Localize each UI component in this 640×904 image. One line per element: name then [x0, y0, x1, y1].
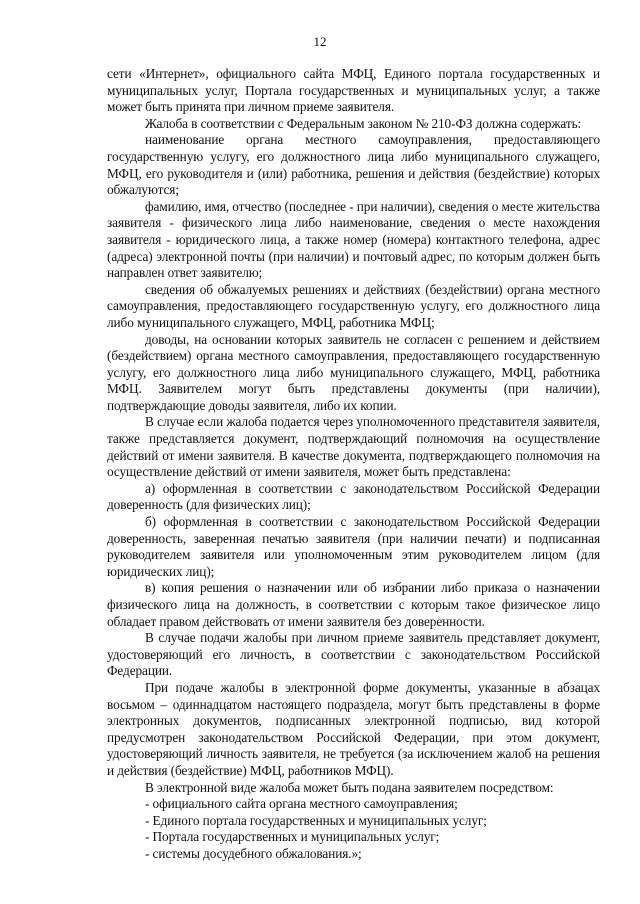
list-item-official-site: - официального сайта органа местного самоуправления; — [145, 796, 458, 812]
paragraph-12: При подаче жалобы в электронной форме документы, указанные в абзацах восьмом – одиннадцатом настоящего подраздела, могут быть представлены в форме электронных документов, подписанных электронной подписью, вид которой предусмотрен законодательством Российской Федерации, при этом документ, удостоверяющий личность заявителя, не требуется (за исключением жалоб на решения и действия (бездействие) МФЦ, работников МФЦ). — [107, 679, 600, 778]
paragraph-2: Жалоба в соответствии с Федеральным законом № 210-ФЗ должна содержать: — [145, 115, 582, 131]
paragraph-6: доводы, на основании которых заявитель не согласен с решением и действием (бездействием) органа местного самоуправления, предоставляющего государственную услугу, его должностного лица либо муниципального служащего, МФЦ, работника МФЦ. Заявителем могут быть представлены документы (при наличии), подтверждающие доводы заявителя, либо их копии. — [107, 331, 600, 413]
paragraph-13: В электронной виде жалоба может быть подана заявителем посредством: — [145, 779, 554, 795]
list-item-unified-portal: - Единого портала государственных и муниципальных услуг; — [145, 812, 487, 828]
paragraph-9: б) оформленная в соответствии с законодательством Российской Федерации доверенность, заверенная печатью заявителя (при наличии печати) и подписанная руководителем заявителя или уполномоченным этим руководителем лицом (для юридических лиц); — [107, 514, 600, 579]
paragraph-4: фамилию, имя, отчество (последнее - при наличии), сведения о месте жительства заявителя - физического лица либо наименование, сведения о месте нахождения заявителя - юридического лица, а также номер (номера) контактного телефона, адрес (адреса) электронной почты (при наличии) и почтовый адрес, по которым должен быть направлен ответ заявителю; — [107, 198, 600, 281]
paragraph-11: В случае подачи жалобы при личном приеме заявитель представляет документ, удостоверяющий его личность, в соответствии с законодательством Российской Федерации. — [107, 630, 600, 679]
paragraph-3: наименование органа местного самоуправления, предоставляющего государственную услугу, его должностного лица либо муниципального служащего, МФЦ, его руководителя и (или) работника, решения и действия (бездействие) которых обжалуются; — [107, 132, 600, 198]
paragraph-5: сведения об обжалуемых решениях и действиях (бездействии) органа местного самоуправления, предоставляющего государственную услугу, его должностного лица либо муниципального служащего, МФЦ, работника МФЦ; — [107, 281, 600, 330]
list-item-regional-portal: - Портала государственных и муниципальных услуг; — [145, 829, 440, 845]
document-body — [107, 66, 600, 863]
paragraph-10: в) копия решения о назначении или об избрании либо приказа о назначении физического лица на должность, в соответствии с которым такое физическое лицо обладает правом действовать от имени заявителя без доверенности. — [107, 580, 600, 629]
page-number: 12 — [313, 34, 327, 49]
paragraph-7: В случае если жалоба подается через уполномоченного представителя заявителя, также представляется документ, подтверждающий полномочия на осуществление действий от имени заявителя. В качестве документа, подтверждающего полномочия на осуществление действий от имени заявителя, может быть представлена: — [107, 414, 600, 480]
paragraph-8: а) оформленная в соответствии с законодательством Российской Федерации доверенность (для физических лиц); — [107, 480, 600, 513]
paragraph-1: сети «Интернет», официального сайта МФЦ, Единого портала государственных и муниципальных услуг, Портала государственных и муниципальных услуг, а также может быть принята при личном приеме заявителя. — [107, 66, 600, 115]
list-item-pretrial-system: - системы досудебного обжалования.»; — [145, 845, 362, 861]
